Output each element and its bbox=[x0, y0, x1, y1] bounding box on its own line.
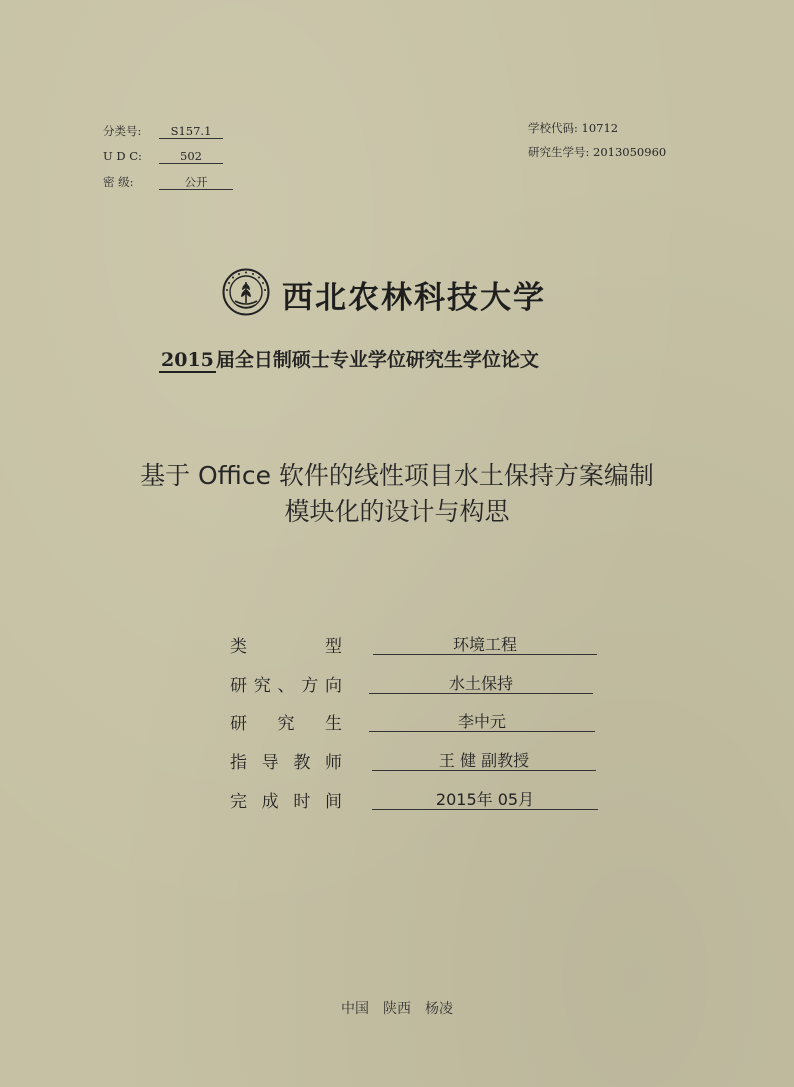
classification-number-value: S157.1 bbox=[159, 124, 223, 139]
university-header bbox=[222, 268, 574, 324]
school-code bbox=[528, 121, 618, 135]
research-direction-value: 水土保持 bbox=[369, 671, 593, 694]
degree-type-text: 届全日制硕士专业学位研究生学位论文 bbox=[215, 349, 539, 371]
student-value: 李中元 bbox=[369, 709, 595, 732]
udc-row bbox=[103, 149, 223, 164]
category-value: 环境工程 bbox=[373, 632, 597, 655]
university-emblem-icon bbox=[222, 268, 270, 316]
school-code-label: 学校代码: bbox=[528, 121, 578, 135]
university-name: 西北农林科技大学 bbox=[282, 280, 546, 316]
student-id-label: 研究生学号: bbox=[528, 145, 590, 159]
completion-date-label: 完成时间 bbox=[230, 792, 342, 812]
classification-number-row bbox=[103, 123, 223, 139]
research-direction-label: 研究、方向 bbox=[230, 676, 342, 696]
thesis-title-line-1: 基于 Office 软件的线性项目水土保持方案编制 bbox=[140, 461, 654, 490]
advisor-label: 指导教师 bbox=[230, 753, 342, 773]
udc-value: 502 bbox=[159, 149, 223, 164]
advisor-value: 王 健 副教授 bbox=[372, 748, 596, 771]
degree-type-line bbox=[159, 345, 539, 372]
graduation-year: 2015 bbox=[161, 349, 214, 371]
category-label: 类 型 bbox=[230, 637, 342, 657]
completion-date-value: 2015年 05月 bbox=[372, 787, 598, 810]
classification-number-label: 分类号: bbox=[103, 124, 142, 138]
place-city: 杨凌 bbox=[425, 1001, 453, 1017]
udc-label: U D C: bbox=[103, 149, 142, 163]
place-province: 陕西 bbox=[383, 1001, 411, 1017]
secrecy-level-value: 公开 bbox=[159, 175, 233, 190]
student-label: 研 究 生 bbox=[230, 714, 342, 734]
place-country: 中国 bbox=[341, 1001, 369, 1017]
student-id bbox=[528, 145, 666, 159]
secrecy-level-label: 密 级: bbox=[103, 175, 134, 189]
publication-place bbox=[0, 998, 794, 1018]
thesis-title-line-2: 模块化的设计与构思 bbox=[284, 497, 510, 526]
secrecy-level-row bbox=[103, 174, 233, 190]
school-code-value: 10712 bbox=[581, 121, 619, 135]
student-id-value: 2013050960 bbox=[593, 145, 667, 159]
